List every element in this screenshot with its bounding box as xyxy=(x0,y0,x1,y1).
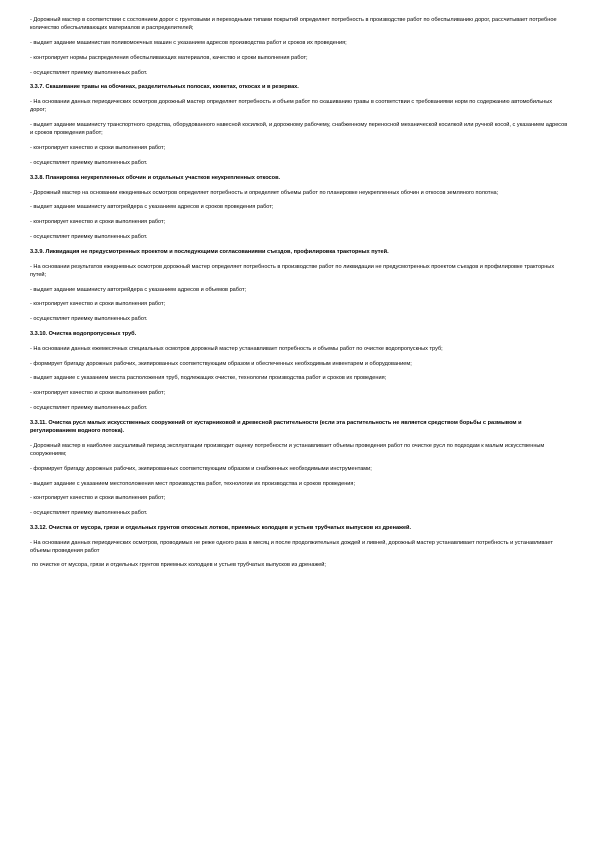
paragraph: - осуществляет приемку выполненных работ. xyxy=(30,69,148,76)
paragraph: - формирует бригаду дорожных рабочих, экипированных соответствующим образом и обеспеченных необходимым инвентарем и оборудованием; xyxy=(30,360,412,367)
section-heading: 3.3.9. Ликвидация не предусмотренных проектом и последующими согласованиями съездов, профилировка тракторных путей. xyxy=(30,248,389,255)
document-page xyxy=(30,16,568,576)
paragraph: - На основании данных периодических осмотров, проводимых не реже одного раза в месяц и после продолжительных дождей и ливней, дорожный мастер устанавливает потребность и устанавливает объемы проведения работ xyxy=(30,539,553,554)
paragraph: - контролирует качество и сроки выполнения работ; xyxy=(30,495,166,502)
paragraph: - На основании данных ежемесячных специальных осмотров дорожный мастер устанавливает потребность и объемы работ по очистке водопропускных труб; xyxy=(30,345,443,352)
paragraph: - контролирует качество и сроки выполнения работ; xyxy=(30,145,166,152)
paragraph: - контролирует качество и сроки выполнения работ; xyxy=(30,219,166,226)
section-heading: 3.3.12. Очистка от мусора, грязи и отдельных грунтов откосных лотков, приемных колодцев и устьев трубчатых выпусков из дренажей. xyxy=(30,524,412,531)
paragraph: - Дорожный мастер на основании ежедневных осмотров определяет потребность и определяет объемы работ по планировке неукрепленных обочин и откосов земляного полотна; xyxy=(30,189,499,196)
paragraph: - выдает задание машинисту автогрейдера с указанием адресов и сроков проведения работ; xyxy=(30,204,274,211)
paragraph: - контролирует качество и сроки выполнения работ; xyxy=(30,390,166,397)
paragraph: - Дорожный мастер в наиболее засушливый период эксплуатации производит оценку потребности и устанавливает объемы проведения работ по очистке русл по подходам к малым искусственным сооружениям; xyxy=(30,442,545,457)
paragraph: - осуществляет приемку выполненных работ. xyxy=(30,159,148,166)
paragraph: - выдает задание машинистам поливомоечных машин с указанием адресов производства работ и сроков их проведения; xyxy=(30,40,347,46)
paragraph: - Дорожный мастер в соответствии с состоянием дорог с грунтовыми и переходными типами покрытий определяет потребность в производстве работ по обеспыливанию дорог, рассчитывает потребное количество обеспыливающих материалов и распределителей; xyxy=(30,17,557,32)
paragraph: по очистке от мусора, грязи и отдельных грунтов приемных колодцев и устьев трубчатых выпусков из дренажей; xyxy=(32,561,326,568)
paragraph: - На основании данных периодических осмотров дорожный мастер определяет потребность и объем работ по скашиванию травы в соответствии с требованиями норм по содержанию автомобильных дорог; xyxy=(30,99,553,114)
paragraph: - формирует бригаду дорожных рабочих, экипированных соответствующим образом и снабженных необходимыми инструментами; xyxy=(30,465,372,472)
paragraph: - выдает задание с указанием места расположения труб, подлежащих очистке, технологии производства работ и сроков их проведения; xyxy=(30,375,387,382)
paragraph: - выдает задание машинисту транспортного средства, оборудованного навесной косилкой, и дорожному рабочему, снабженному переносной механической косилкой или ручной косой, с указанием адресов и сроков проведения работ; xyxy=(30,122,568,137)
paragraph: - выдает задание с указанием местоположения мест производства работ, технологии их производства и сроков проведения; xyxy=(30,480,356,487)
section-heading: 3.3.10. Очистка водопропускных труб. xyxy=(30,330,137,337)
paragraph: - выдает задание машинисту автогрейдера с указанием адресов и объемов работ; xyxy=(30,286,247,293)
paragraph: - осуществляет приемку выполненных работ. xyxy=(30,316,148,323)
paragraph: - осуществляет приемку выполненных работ. xyxy=(30,404,148,411)
section-heading: 3.3.11. Очистка русл малых искусственных сооружений от кустарниковой и древесной растительности (если эта растительность не является средством борьбы с размывом и регулированием водного потока). xyxy=(30,419,522,434)
paragraph: - контролирует нормы распределения обеспыливающих материалов, качество и сроки выполнения работ; xyxy=(30,54,308,61)
paragraph: - контролирует качество и сроки выполнения работ; xyxy=(30,301,166,308)
paragraph: - На основании результатов ежедневных осмотров дорожный мастер определяет потребность в производстве работ по ликвидации не предусмотренных проектом съездов и профилировке тракторных путей; xyxy=(30,263,555,278)
section-heading: 3.3.8. Планировка неукрепленных обочин и отдельных участков неукрепленных откосов. xyxy=(30,174,281,181)
paragraph: - осуществляет приемку выполненных работ. xyxy=(30,233,148,240)
paragraph: - осуществляет приемку выполненных работ. xyxy=(30,510,148,517)
section-heading: 3.3.7. Скашивание травы на обочинах, разделительных полосах, кюветах, откосах и в резервах. xyxy=(30,84,299,91)
